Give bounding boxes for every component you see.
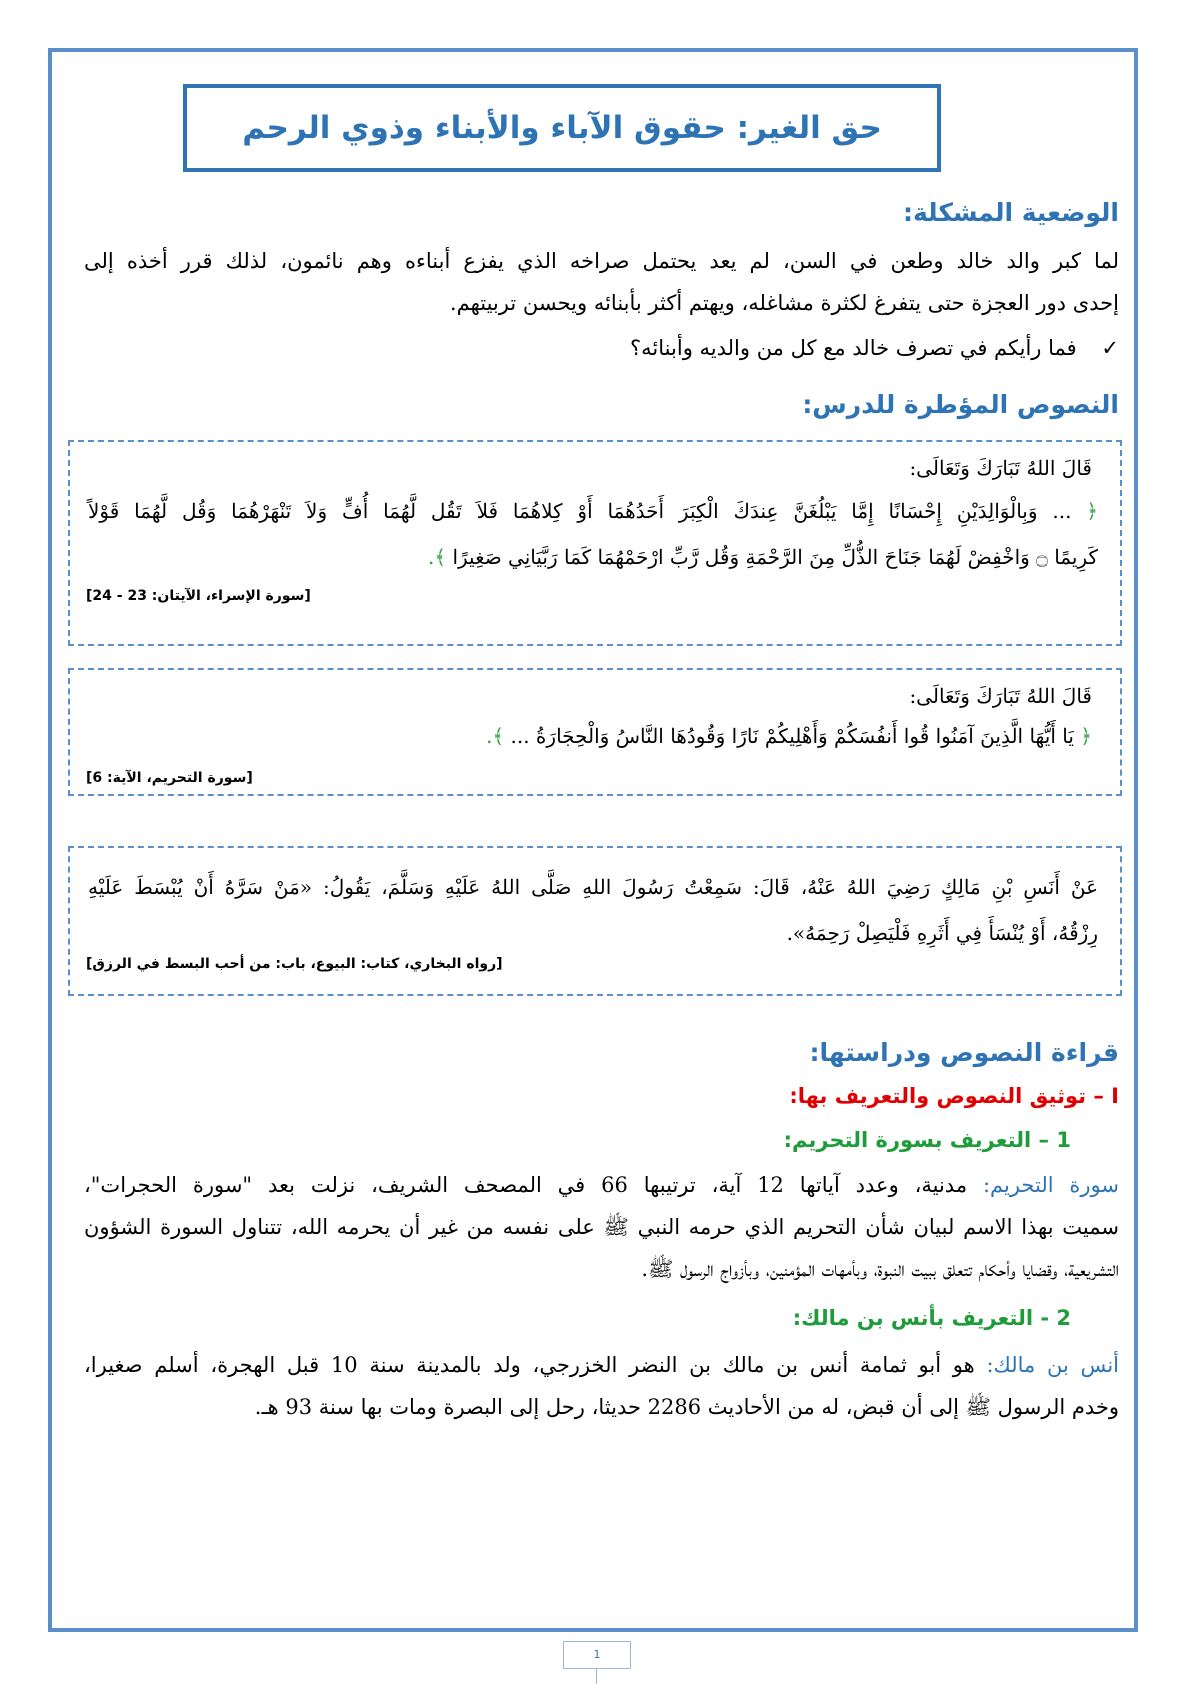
question-text: فما رأيكم في تصرف خالد مع كل من والديه وأبنائه؟ bbox=[630, 336, 1077, 360]
page-number: 1 bbox=[563, 1641, 631, 1669]
anas-term: أنس بن مالك: bbox=[986, 1353, 1119, 1377]
anas-line-1: أنس بن مالك: هو أبو ثمامة أنس بن مالك بن النضر الخزرجي، ولد بالمدينة سنة 10 قبل الهجرة، أسلم صغيرا، bbox=[84, 1353, 1119, 1377]
problem-paragraph bbox=[84, 240, 1119, 324]
verse-source: [سورة التحريم، الآية: 6] bbox=[86, 770, 253, 786]
checkmark-icon: ✓ bbox=[1101, 336, 1119, 360]
verse-line-2: كَرِيمًا ۝ وَاخْفِضْ لَهُمَا جَنَاحَ الذُّلِّ مِنَ الرَّحْمَةِ وَقُل رَّبِّ ارْحَمْهُمَا كَمَا رَبَّيَانِي صَغِيرًا ﴾. bbox=[428, 545, 1098, 569]
reading-heading: قراءة النصوص ودراستها: bbox=[809, 1038, 1119, 1067]
anas-intro-heading: 2 - التعريف بأنس بن مالك: bbox=[792, 1306, 1071, 1330]
surah-line-1: سورة التحريم: مدنية، وعدد آياتها 12 آية، ترتيبها 66 في المصحف الشريف، نزلت بعد "سورة الحجرات"، bbox=[84, 1173, 1120, 1197]
verse-line-1: ﴿ ... وَبِالْوَالِدَيْنِ إِحْسَانًا إِمَّا يَبْلُغَنَّ عِندَكَ الْكِبَرَ أَحَدُهُمَا أَوْ كِلاهُمَا فَلاَ تَقُل لَّهُمَا أُفٍّ وَلاَ تَنْهَرْهُمَا وَقُل لَّهُمَا قَوْلاً bbox=[88, 499, 1098, 523]
hadith-box bbox=[68, 846, 1122, 996]
texts-heading: النصوص المؤطرة للدرس: bbox=[802, 390, 1119, 419]
problem-question bbox=[630, 336, 1119, 360]
surah-intro-paragraph bbox=[84, 1164, 1119, 1290]
surah-intro-heading: 1 – التعريف بسورة التحريم: bbox=[783, 1128, 1071, 1152]
verse-intro: قَالَ اللهُ تَبَارَكَ وَتَعَالَى: bbox=[909, 684, 1092, 708]
surah-line-3: التشريعية، وقضايا وأحكام تتعلق ببيت النبوة، وبأمهات المؤمنين، وبأزواج الرسول ﷺ. bbox=[641, 1257, 1119, 1281]
verse-source: [سورة الإسراء، الآيتان: 23 - 24] bbox=[86, 588, 311, 604]
anas-line-2: وخدم الرسول ﷺ إلى أن قبض، له من الأحاديث 2286 حديثا، رحل إلى البصرة ومات بها سنة 93 هـ. bbox=[254, 1395, 1119, 1419]
verse-text: ﴿ يَا أَيُّهَا الَّذِينَ آمَنُوا قُوا أَنفُسَكُمْ وَأَهْلِيكُمْ نَارًا وَقُودُهَا النَّاسُ وَالْحِجَارَةُ ... ﴾. bbox=[486, 724, 1092, 748]
quran-box-2 bbox=[68, 668, 1122, 796]
verse-text bbox=[88, 488, 1098, 580]
page-number-tick bbox=[596, 1669, 597, 1684]
surah-term: سورة التحريم: bbox=[982, 1173, 1120, 1197]
page-title: حق الغير: حقوق الآباء والأبناء وذوي الرحم bbox=[242, 110, 882, 146]
verse-intro: قَالَ اللهُ تَبَارَكَ وَتَعَالَى: bbox=[909, 456, 1092, 480]
problem-line-2: إحدى دور العجزة حتى يتفرغ لكثرة مشاغله، ويهتم أكثر بأبنائه ويحسن تربيتهم. bbox=[449, 291, 1119, 315]
verse-close-bracket: ﴾. bbox=[486, 724, 505, 748]
hadith-source: [رواه البخاري، كتاب: البيوع، باب: من أحب البسط في الرزق] bbox=[86, 956, 503, 972]
verse-open-bracket: ﴿ bbox=[1086, 499, 1098, 523]
problem-heading: الوضعية المشكلة: bbox=[902, 198, 1119, 227]
problem-line-1: لما كبر والد خالد وطعن في السن، لم يعد يحتمل صراخه الذي يفزع أبناءه وهم نائمون، لذلك قرر أخذه إلى bbox=[84, 249, 1119, 273]
anas-intro-paragraph bbox=[84, 1344, 1119, 1428]
hadith-line-2: رِزْقُهُ، أَوْ يُنْسَأَ فِي أَثَرِهِ فَلْيَصِلْ رَحِمَهُ». bbox=[786, 921, 1098, 945]
section-documentation-heading: I – توثيق النصوص والتعريف بها: bbox=[789, 1084, 1119, 1108]
title-box bbox=[183, 84, 941, 172]
surah-line-2: سميت بهذا الاسم لبيان شأن التحريم الذي حرمه النبي ﷺ على نفسه من غير أن يحرمه الله، تتناول السورة الشؤون bbox=[84, 1215, 1119, 1239]
quran-box-1 bbox=[68, 440, 1122, 646]
verse-close-bracket: ﴾. bbox=[428, 545, 447, 569]
hadith-line-1: عَنْ أَنَسِ بْنِ مَالِكٍ رَضِيَ اللهُ عَنْهُ، قَالَ: سَمِعْتُ رَسُولَ اللهِ صَلَّى اللهُ عَلَيْهِ وَسَلَّمَ، يَقُولُ: «مَنْ سَرَّهُ أَنْ يُبْسَطَ عَلَيْهِ bbox=[88, 875, 1098, 899]
hadith-text bbox=[88, 864, 1098, 956]
verse-open-bracket: ﴿ bbox=[1080, 724, 1092, 748]
